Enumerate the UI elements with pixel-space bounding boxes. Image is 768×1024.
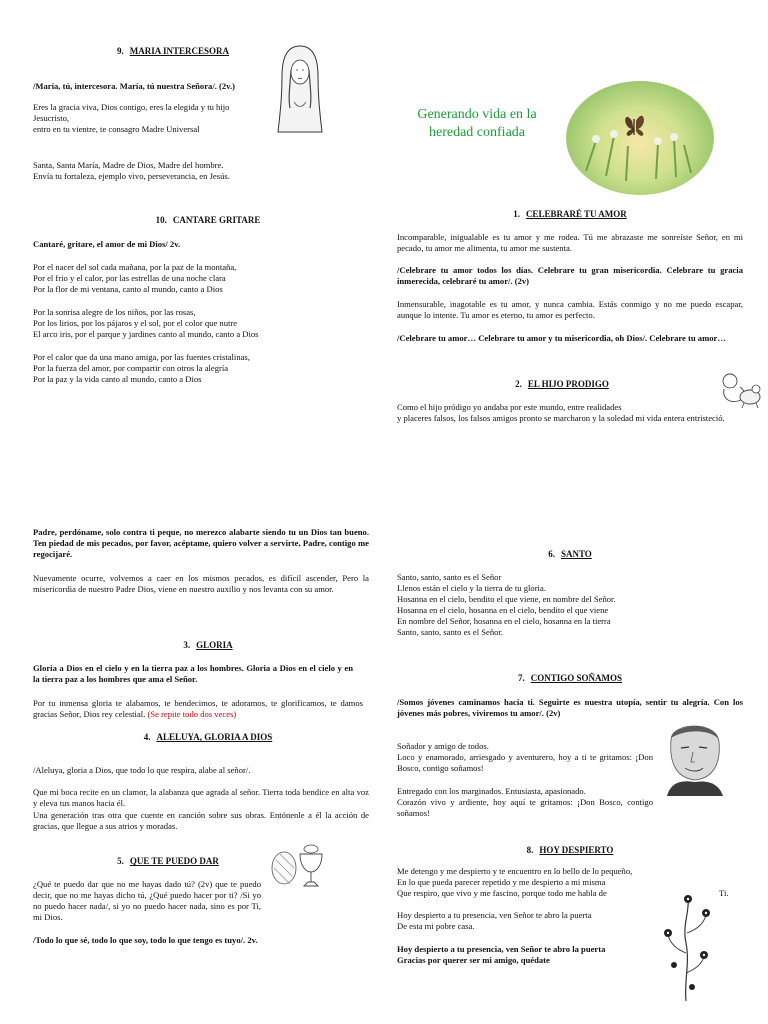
chalice-bread-illustration xyxy=(270,840,328,892)
verse-line: Que respiro, que vivo y me fascino, porque todo me habla de xyxy=(397,888,607,898)
refrain-text: /Celebrare tu amor todos los días. Celebrare tu gran misericordia. Celebrare tu gracia inmerecida, celebraré tu amor/. (2v) xyxy=(397,265,743,286)
butterfly-icon xyxy=(566,81,714,195)
section-heading-4: 4. ALELUYA, GLORIA A DIOS xyxy=(143,732,273,742)
verse-text: Una generación tras otra que cuente en canción sobre sus obras. Entónenle a él la acción de gracias, que llegue a sus atrios y moradas. xyxy=(33,810,369,831)
verse-line: Entregado con los marginados. Entusiasta, apasionado. xyxy=(397,786,586,796)
verse-text: /Aleluya, gloria a Dios, que todo lo que respira, alabe al señor/. xyxy=(33,765,251,775)
virgin-mary-illustration xyxy=(276,42,324,134)
repeat-note: (Se repite todo dos veces) xyxy=(147,709,237,719)
section-heading-3: 3. GLORIA xyxy=(183,640,233,650)
verse-line: Corazón vivo y ardiente, hoy aquí te gritamos: ¡Don Bosco, contigo soñamos! xyxy=(397,797,653,818)
verse-line: Llenos están el cielo y la tierra de tu gloria. xyxy=(397,583,546,593)
verse-line: Por el calor que da una mano amiga, por las fuentes cristalinas, xyxy=(33,352,250,362)
section-heading-1: 1. CELEBRARÉ TU AMOR xyxy=(513,209,627,219)
verse-line: Eres la gracia viva, Dios contigo, eres la elegida y tu hijo xyxy=(33,102,230,112)
section-heading-6: 6. SANTO xyxy=(548,549,592,559)
refrain-line: Hoy despierto a tu presencia, ven Señor te abro la puerta xyxy=(397,944,606,954)
verse-block xyxy=(397,402,743,424)
verse-line: Por el nacer del sol cada mañana, por la paz de la montaña, xyxy=(33,262,237,272)
section-heading-5: 5. QUE TE PUEDO DAR xyxy=(117,856,219,866)
verse-text: ¿Qué te puedo dar que no me hayas dado tú? (2v) que te puedo decir, que no me hayas dicho tú, ¿Qué puedo hacer por ti? /Si yo no puedo hacer nada/, si yo no puedo hacer nada, sino es por Ti, mi Dios. xyxy=(33,879,261,922)
verse-line: Por el frio y el calor, por las estrellas de una noche clara xyxy=(33,273,226,283)
section-heading-7: 7. CONTIGO SOÑAMOS xyxy=(517,673,622,683)
verse-line: Hosanna en el cielo, bendito el que viene, en nombre del Señor. xyxy=(397,594,616,604)
verse-line: Loco y enamorado, arriesgado y aventurero, hoy a ti te gritamos: ¡Don Bosco, contigo soñamos! xyxy=(397,752,653,773)
verse-line: Jesucristo, xyxy=(33,113,70,123)
verse-text: Inmensurable, inagotable es tu amor, y nunca cambia. Estás conmigo y no me puedo escapar, aunque lo intente. Tu amor es eterno, tu amor es perfecto. xyxy=(397,299,743,320)
verse-line: En nombre del Señor, hosanna en el cielo, hosanna en la tierra xyxy=(397,616,611,626)
verse-line: Hosanna en el cielo, hosanna en el cielo, bendito el que viene xyxy=(397,605,609,615)
verse-line: Por la flor de mi ventana, canto al mundo, canto a Dios xyxy=(33,284,223,294)
verse-line: Por la fuerza del amor, por compartir con otros la alegría xyxy=(33,363,229,373)
verse-text: Incomparable, inigualable es tu amor y me rodea. Tú me abrazaste me sonreíste Señor, en mi pecado, tu amor me alimenta, tu amor me sustenta. xyxy=(397,232,743,253)
section-heading-8: 8. HOY DESPIERTO xyxy=(526,845,614,855)
cover-title: Generando vida en la heredad confiada xyxy=(417,107,537,140)
verse-block xyxy=(33,262,373,295)
verse-line: Envía tu fortaleza, ejemplo vivo, perseverancia, en Jesús. xyxy=(33,171,230,181)
verse-line: Santo, santo, santo es el Señor xyxy=(397,572,502,582)
verse-line: Por la paz y la vida canto al mundo, canto a Dios xyxy=(33,374,202,384)
section-heading-2: 2. EL HIJO PRODIGO xyxy=(515,379,609,389)
verse-block xyxy=(397,572,743,638)
verse-text: Que mi boca recite en un clamor, la alabanza que agrada al señor. Tierra toda bendice en alta voz y eleva tus manos hacia él. xyxy=(33,787,369,808)
verse-line: De esta mi pobre casa. xyxy=(397,921,475,931)
verse-line: Soñador y amigo de todos. xyxy=(397,741,489,751)
refrain-text: /María, tú, intercesora. María, tú nuestra Señora/. (2v.) xyxy=(33,81,235,91)
section-heading-10: 10. CANTARE GRITARE xyxy=(155,215,261,225)
verse-line: Por los lirios, por los pájaros y el sol, por el color que nutre xyxy=(33,318,238,328)
verse-line: entro en tu vientre, te consagro Madre Universal xyxy=(33,124,200,134)
verse-line: Como el hijo pródigo yo andaba por este mundo, entre realidades xyxy=(397,402,622,412)
refrain-text: Gloria a Dios en el cielo y en la tierra paz a los hombres. Gloria a Dios en el cielo y en la tierra paz a los hombres que ama el Señor. xyxy=(33,663,353,684)
verse-block xyxy=(397,786,653,819)
refrain-text: /Celebrare tu amor… Celebrare tu amor y tu misericordia, oh Dios/. Celebrare tu amor… xyxy=(397,333,726,343)
verse-block xyxy=(33,102,283,135)
verse-line: En lo que pueda parecer repetido y me despierto a mi misma xyxy=(397,877,606,887)
refrain-line: Gracias por querer ser mi amigo, quédate xyxy=(397,955,550,965)
refrain-text: Cantaré, gritare, el amor de mi Dios/ 2v. xyxy=(33,239,181,249)
butterfly-photo xyxy=(566,81,714,195)
verse-line: Por tu inmensa gloria te alabamos, te bendecimos, te adoramos, te glorificamos, te damos gracias Señor, Dios rey celestial. xyxy=(33,698,363,719)
verse-line: y placeres falsos, los falsos amigos pronto se marcharon y la soledad mi vida entera entristeció. xyxy=(397,413,725,423)
verse-line: Santo, santo, santo es el Señor. xyxy=(397,627,503,637)
verse-line: Hoy despierto a tu presencia, ven Señor te abro la puerta xyxy=(397,910,592,920)
verse-text: Nuevamente ocurre, volvemos a caer en los mismos pecados, es difícil ascender, Pero la misericordia de nuestro Padre Dios, viene en nuestro auxilio y nos levanta con su amor. xyxy=(33,573,369,594)
don-bosco-portrait xyxy=(657,712,731,796)
verse-line: Santa, Santa María, Madre de Dios, Madre del hombre. xyxy=(33,160,224,170)
refrain-text: Padre, perdóname, solo contra ti peque, no merezco alabarte siendo tu un Dios tan bueno. Ten piedad de mis pecados, por favor, acéptame, quiero volver a servirte, Padre, contigo me regocijaré. xyxy=(33,527,369,559)
verse-block xyxy=(33,160,333,182)
refrain-text: /Todo lo que sé, todo lo que soy, todo lo que tengo es tuyo/. 2v. xyxy=(33,935,258,945)
verse-block xyxy=(397,910,647,932)
verse-line: El arco iris, por el parque y jardines canto al mundo, canto a Dios xyxy=(33,329,259,339)
verse-block xyxy=(397,741,653,774)
flower-branch-illustration xyxy=(660,893,714,1003)
prodigal-son-cartoon xyxy=(716,371,764,409)
refrain-block xyxy=(397,944,647,966)
verse-line: Ti. xyxy=(719,888,729,898)
verse-line: Me detengo y me despierto y te encuentro en lo bello de lo pequeño, xyxy=(397,866,633,876)
refrain-text: /Somos jóvenes caminamos hacia ti. Seguirte es nuestra utopía, sentir tu alegría. Con los jóvenes más pobres, viviremos tu amor/. (2v) xyxy=(397,697,743,718)
verse-block xyxy=(33,352,373,385)
verse-text xyxy=(33,698,363,720)
verse-line: Por la sonrisa alegre de los niños, por las rosas, xyxy=(33,307,196,317)
section-heading-9: 9. MARIA INTERCESORA xyxy=(116,46,229,56)
verse-block xyxy=(33,307,373,340)
